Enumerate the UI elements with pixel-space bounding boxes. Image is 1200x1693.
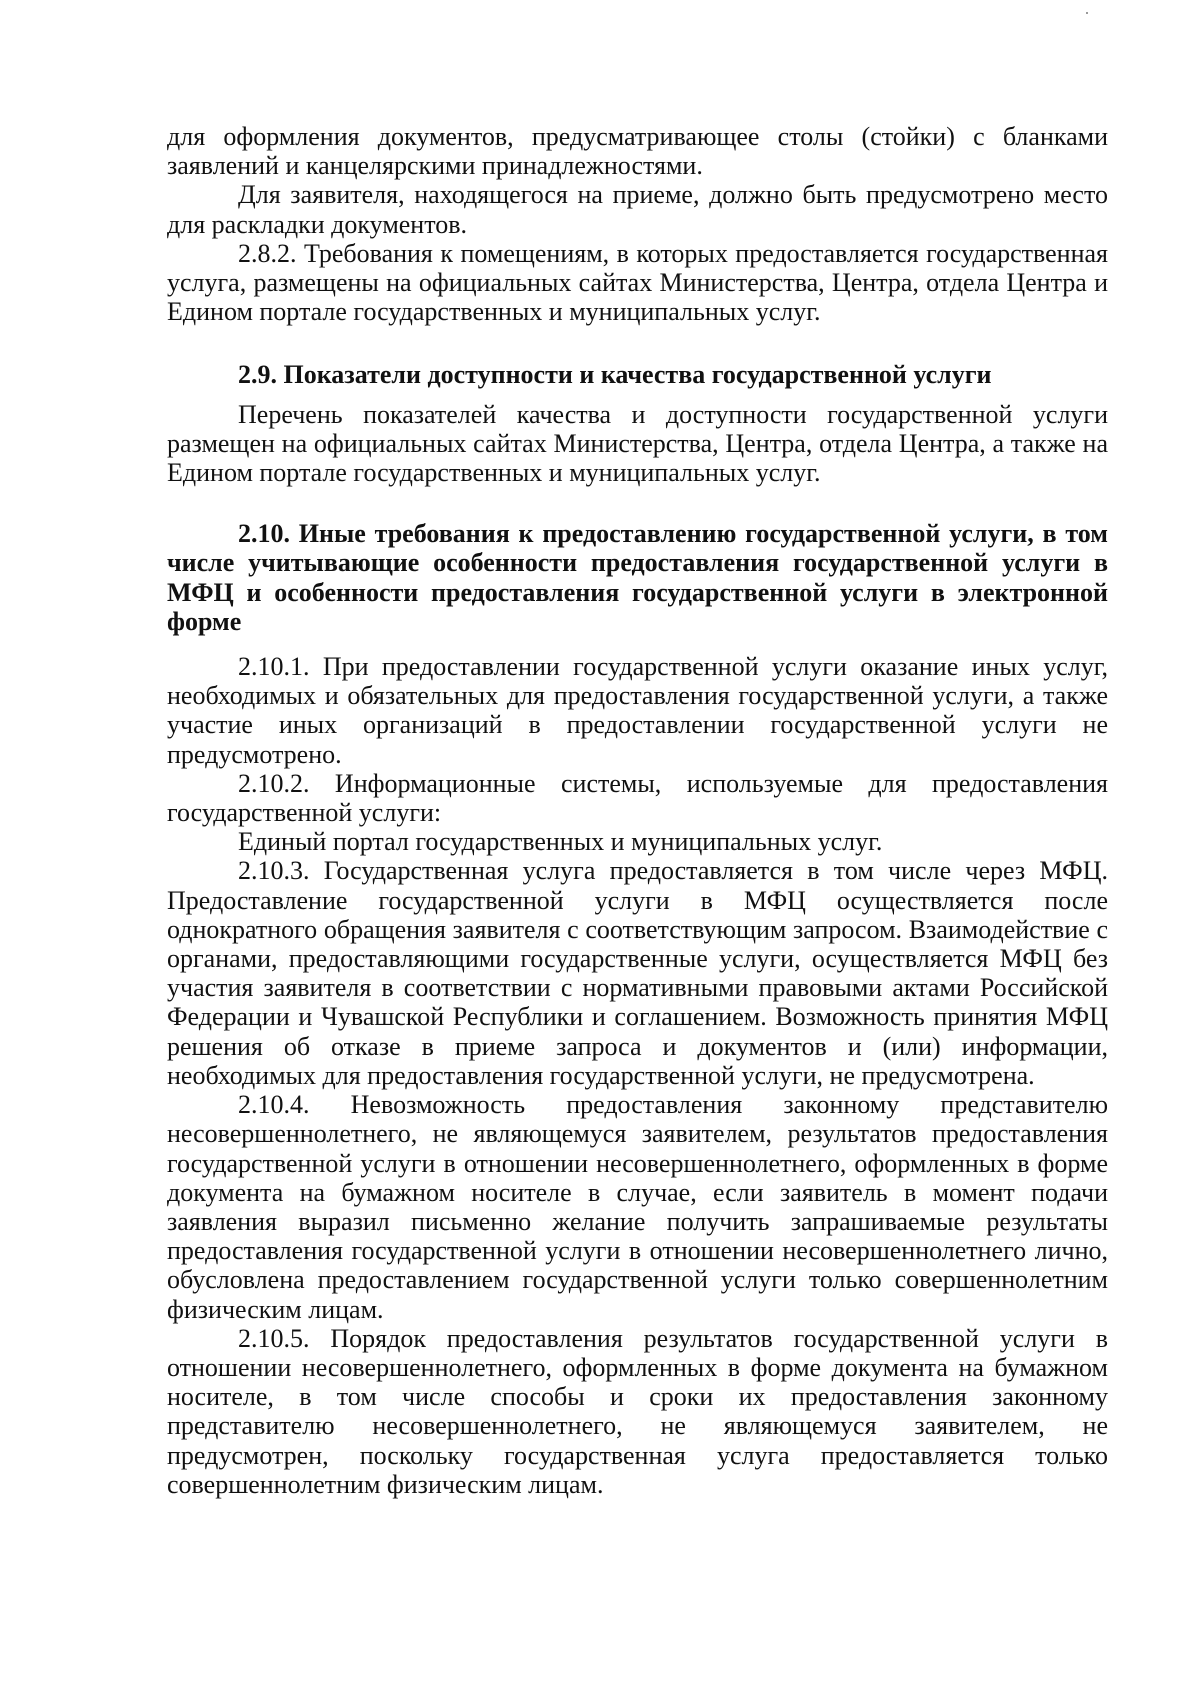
paragraph-2-8-2: 2.8.2. Требования к помещениям, в которых предоставляется государственная услуга, размещены на официальных сайтах Министерства, Центра, отдела Центра и Едином портале государственных и муниципальных услуг. bbox=[167, 238, 1108, 327]
paragraph-applicant-place: Для заявителя, находящегося на приеме, должно быть предусмотрено место для раскладки документов. bbox=[167, 180, 1108, 239]
paragraph-continuation: для оформления документов, предусматривающее столы (стойки) с бланками заявлений и канцелярскими принадлежностями. bbox=[167, 122, 1108, 181]
paragraph-2-10-3: 2.10.3. Государственная услуга предоставляется в том числе через МФЦ. Предоставление государственной услуги в МФЦ осуществляется после однократного обращения заявителя с соответствующим запросом. Взаимодействие с органами, предоставляющими государственные услуги, осуществляется МФЦ без участия заявителя в соответствии с нормативными правовыми актами Российской Федерации и Чувашской Республики и соглашением. Возможность принятия МФЦ решения об отказе в приеме запроса и документов и (или) информации, необходимых для предоставления государственной услуги, не предусмотрена. bbox=[167, 856, 1108, 1090]
paragraph-2-10-1: 2.10.1. При предоставлении государственной услуги оказание иных услуг, необходимых и обязательных для предоставления государственной услуги, а также участие иных организаций в предоставлении государственной услуги не предусмотрено. bbox=[167, 652, 1108, 769]
heading-section-2-9: 2.9. Показатели доступности и качества государственной услуги bbox=[238, 360, 992, 390]
document-body bbox=[167, 122, 1108, 1499]
paragraph-2-10-2: 2.10.2. Информационные системы, используемые для предоставления государственной услуги: bbox=[167, 768, 1108, 828]
paragraph-2-9-list: Перечень показателей качества и доступности государственной услуги размещен на официальных сайтах Министерства, Центра, отдела Центра, а также на Едином портале государственных и муниципальных услуг. bbox=[167, 399, 1108, 488]
scan-speck bbox=[1086, 12, 1088, 14]
paragraph-single-portal: Единый портал государственных и муниципальных услуг. bbox=[238, 827, 883, 857]
paragraph-2-10-4: 2.10.4. Невозможность предоставления законному представителю несовершеннолетнего, не являющемуся заявителем, результатов предоставления государственной услуги в отношении несовершеннолетнего, оформленных в форме документа на бумажном носителе в случае, если заявитель в момент подачи заявления выразил письменно желание получить запрашиваемые результаты предоставления государственной услуги в отношении несовершеннолетнего лично, обусловлена предоставлением государственной услуги только совершеннолетним физическим лицам. bbox=[167, 1090, 1108, 1324]
paragraph-2-10-5: 2.10.5. Порядок предоставления результатов государственной услуги в отношении несовершеннолетнего, оформленных в форме документа на бумажном носителе, в том числе способы и сроки их предоставления законному представителю несовершеннолетнего, не являющемуся заявителем, не предусмотрен, поскольку государственная услуга предоставляется только совершеннолетним физическим лицам. bbox=[167, 1323, 1108, 1499]
heading-section-2-10: 2.10. Иные требования к предоставлению государственной услуги, в том числе учитывающие особенности предоставления государственной услуги в МФЦ и особенности предоставления государственной услуги в электронной форме bbox=[167, 519, 1108, 636]
